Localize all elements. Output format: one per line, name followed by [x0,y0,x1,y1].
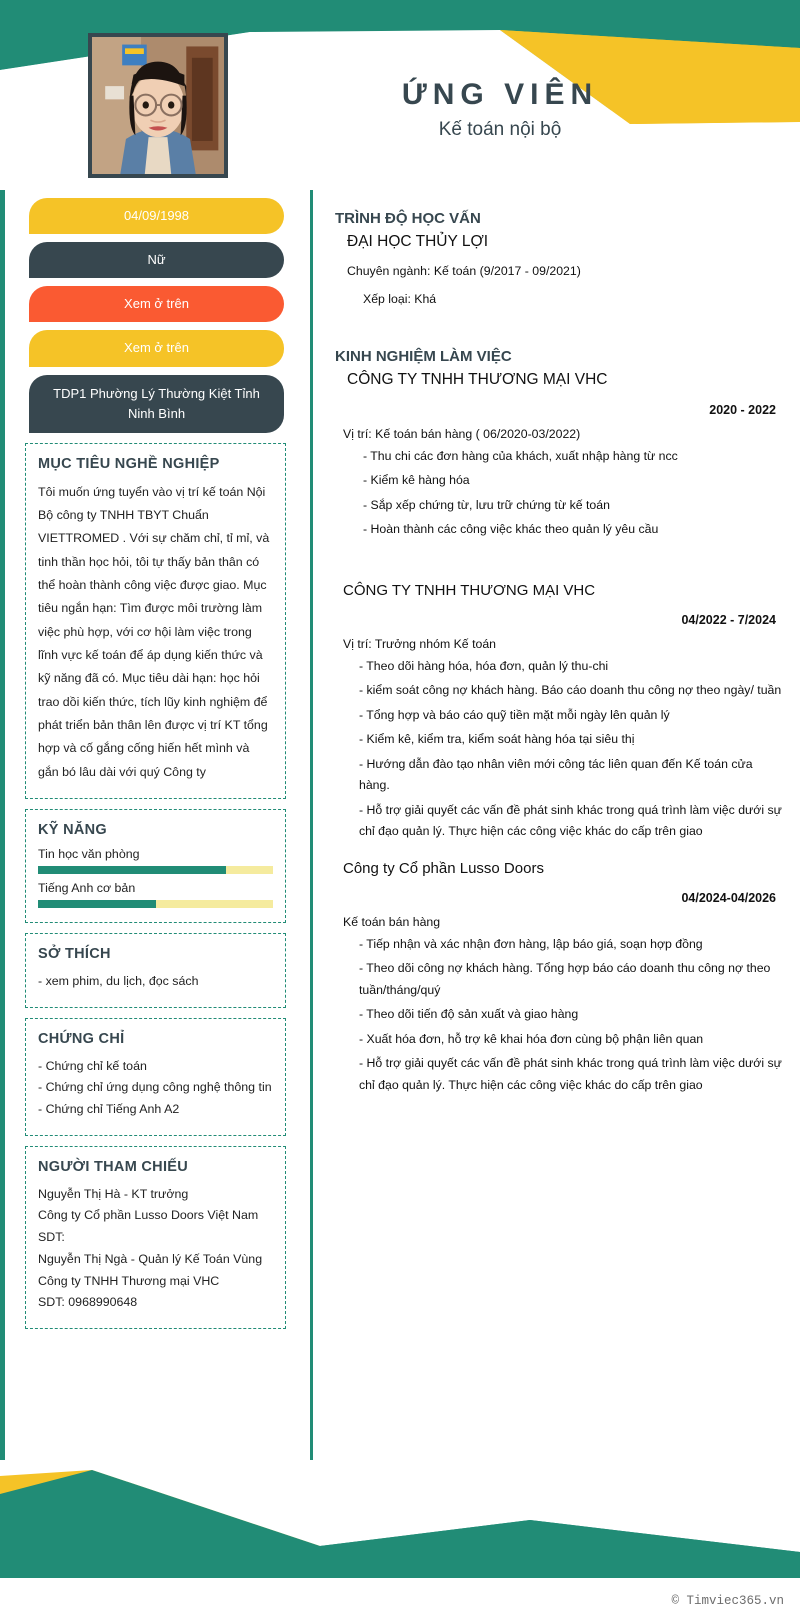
job-bullet: - Sắp xếp chứng từ, lưu trữ chứng từ kế toán [363,497,610,512]
header-titles [300,78,700,141]
reference-line: Công ty TNHH Thương mại VHC [38,1273,220,1288]
sidebar [0,190,304,1460]
job-bullet: - Kiểm kê, kiểm tra, kiểm soát hàng hóa tại siêu thị [359,732,635,747]
job-position: Vị trí: Kế toán bán hàng ( 06/2020-03/2022) [343,426,581,441]
cv-header [0,0,800,190]
birthdate-pill: 04/09/1998 [29,198,284,234]
skill-item [38,881,273,908]
certificate-item: - Chứng chỉ Tiếng Anh A2 [38,1102,180,1117]
job-bullet: - Hỗ trợ giải quyết các vấn đề phát sinh khác trong quá trình làm việc dưới sự chỉ đạo quản lý. Thực hiện các công việc khác do cấp trên giao [359,802,782,839]
hobbies-title: SỞ THÍCH [38,945,111,962]
experience-item [335,582,782,843]
site-credit: © Timviec365.vn [671,1594,784,1608]
job-bullet: - Hướng dẫn đào tạo nhân viên mới công tác liên quan đến Kế toán cửa hàng. [359,756,753,793]
email-pill: Xem ở trên [29,330,284,366]
job-bullet: - Tiếp nhận và xác nhận đơn hàng, lập báo giá, soạn hợp đồng [359,936,703,951]
spacer [335,544,782,582]
cv-body [0,190,800,1460]
experience-date: 04/2024-04/2026 [681,890,776,905]
candidate-photo [88,33,228,178]
experience-date: 2020 - 2022 [709,402,776,417]
contact-pill-list [5,190,304,433]
certificates-section [25,1018,286,1136]
spacer [335,846,782,860]
reference-line: Nguyễn Thị Hà - KT trưởng [38,1186,189,1201]
skills-title: KỸ NĂNG [38,821,107,838]
education-grade: Xếp loại: Khá [363,292,437,307]
experience-item [335,371,782,541]
certificate-item: - Chứng chỉ ứng dụng công nghệ thông tin [38,1080,272,1095]
job-position: Kế toán bán hàng [343,914,441,929]
job-position: Vị trí: Trưởng nhóm Kế toán [343,636,496,651]
reference-line: SDT: [38,1230,65,1245]
skill-fill [38,900,156,908]
education-title: TRÌNH ĐỘ HỌC VẤN [335,210,481,227]
job-bullet: - kiểm soát công nợ khách hàng. Báo cáo doanh thu công nợ theo ngày/ tuần [359,683,782,698]
job-bullet: - Theo dõi hàng hóa, hóa đơn, quản lý thu-chi [359,658,609,673]
footer-waves [0,1460,800,1578]
page-title: ỨNG VIÊN [401,78,599,111]
reference-line: Nguyễn Thị Ngà - Quản lý Kế Toán Vùng [38,1251,263,1266]
candidate-role: Kế toán nội bộ [438,119,562,140]
skill-item [38,847,273,874]
education-major: Chuyên ngành: Kế toán (9/2017 - 09/2021) [347,264,581,278]
job-bullet: - Xuất hóa đơn, hỗ trợ kê khai hóa đơn cùng bộ phận liên quan [359,1031,704,1046]
job-bullet: - Hoàn thành các công việc khác theo quản lý yêu cầu [363,522,659,537]
address-pill: TDP1 Phường Lý Thường Kiệt Tỉnh Ninh Bình [29,375,284,433]
objective-section [25,443,286,799]
school-name: ĐẠI HỌC THỦY LỢI [347,233,489,250]
references-title: NGƯỜI THAM CHIẾU [38,1158,189,1175]
spacer [335,310,782,340]
job-bullet: - Tổng hợp và báo cáo quỹ tiền mặt mỗi ngày lên quản lý [359,707,670,722]
company-name: Công ty Cổ phần Lusso Doors [343,859,544,877]
skill-track [38,900,273,908]
reference-line: SDT: 0968990648 [38,1295,138,1310]
hobby-item: - xem phim, du lịch, đọc sách [38,973,199,988]
job-bullet: - Kiểm kê hàng hóa [363,473,470,488]
job-bullet: - Theo dõi công nợ khách hàng. Tổng hợp báo cáo doanh thu công nợ theo tuần/tháng/quý [359,961,771,997]
skill-fill [38,866,226,874]
job-bullet: - Theo dõi tiến độ sản xuất và giao hàng [359,1007,579,1022]
hobbies-section [25,933,286,1008]
objective-text: Tôi muốn ứng tuyển vào vị trí kế toán Nội Bộ công ty TNHH TBYT Chuẩn VIETTROMED . Với sự chăm chỉ, tỉ mỉ, và tinh thần học hỏi, tôi tự thấy bản thân có thể hoàn thành công việc được giao. Mục tiêu ngắn hạn: Tìm được môi trường làm việc phù hợp, với cơ hội làm việc trong lĩnh vực kế toán để áp dụng kiến thức và kỹ năng đã có. Mục tiêu dài hạn: học hỏi trao dồi kiến thức, tích lũy kinh nghiệm để phát triển bản thân lên được vị trí KT tổng hợp và cố gắng cống hiến hết mình và gắn bó lâu dài với quý Công ty [38,484,270,779]
certificate-item: - Chứng chỉ kế toán [38,1058,147,1073]
experience-title: KINH NGHIỆM LÀM VIỆC [335,347,512,365]
skill-track [38,866,273,874]
skill-label: Tiếng Anh cơ bản [38,880,136,895]
gender-pill: Nữ [29,242,284,278]
skills-section [25,809,286,923]
objective-title: MỤC TIÊU NGHỀ NGHIỆP [38,455,220,472]
experience-date: 04/2022 - 7/2024 [681,612,776,627]
certificates-title: CHỨNG CHỈ [38,1030,125,1047]
footer-decoration [0,1460,800,1578]
company-name: CÔNG TY TNHH THƯƠNG MẠI VHC [343,581,596,599]
main-column [310,190,800,1460]
job-bullet: - Thu chi các đơn hàng của khách, xuất nhập hàng từ ncc [363,448,678,463]
experience-item [335,860,782,1097]
references-section [25,1146,286,1329]
company-name: CÔNG TY TNHH THƯƠNG MẠI VHC [347,370,608,388]
reference-line: Công ty Cổ phần Lusso Doors Việt Nam [38,1208,259,1223]
skill-label: Tin học văn phòng [38,846,140,861]
job-bullet: - Hỗ trợ giải quyết các vấn đề phát sinh khác trong quá trình làm việc dưới sự chỉ đạo quản lý. Thực hiện các công việc khác do cấp trên giao [359,1056,782,1092]
photo-illustration [92,37,224,174]
phone-pill: Xem ở trên [29,286,284,322]
